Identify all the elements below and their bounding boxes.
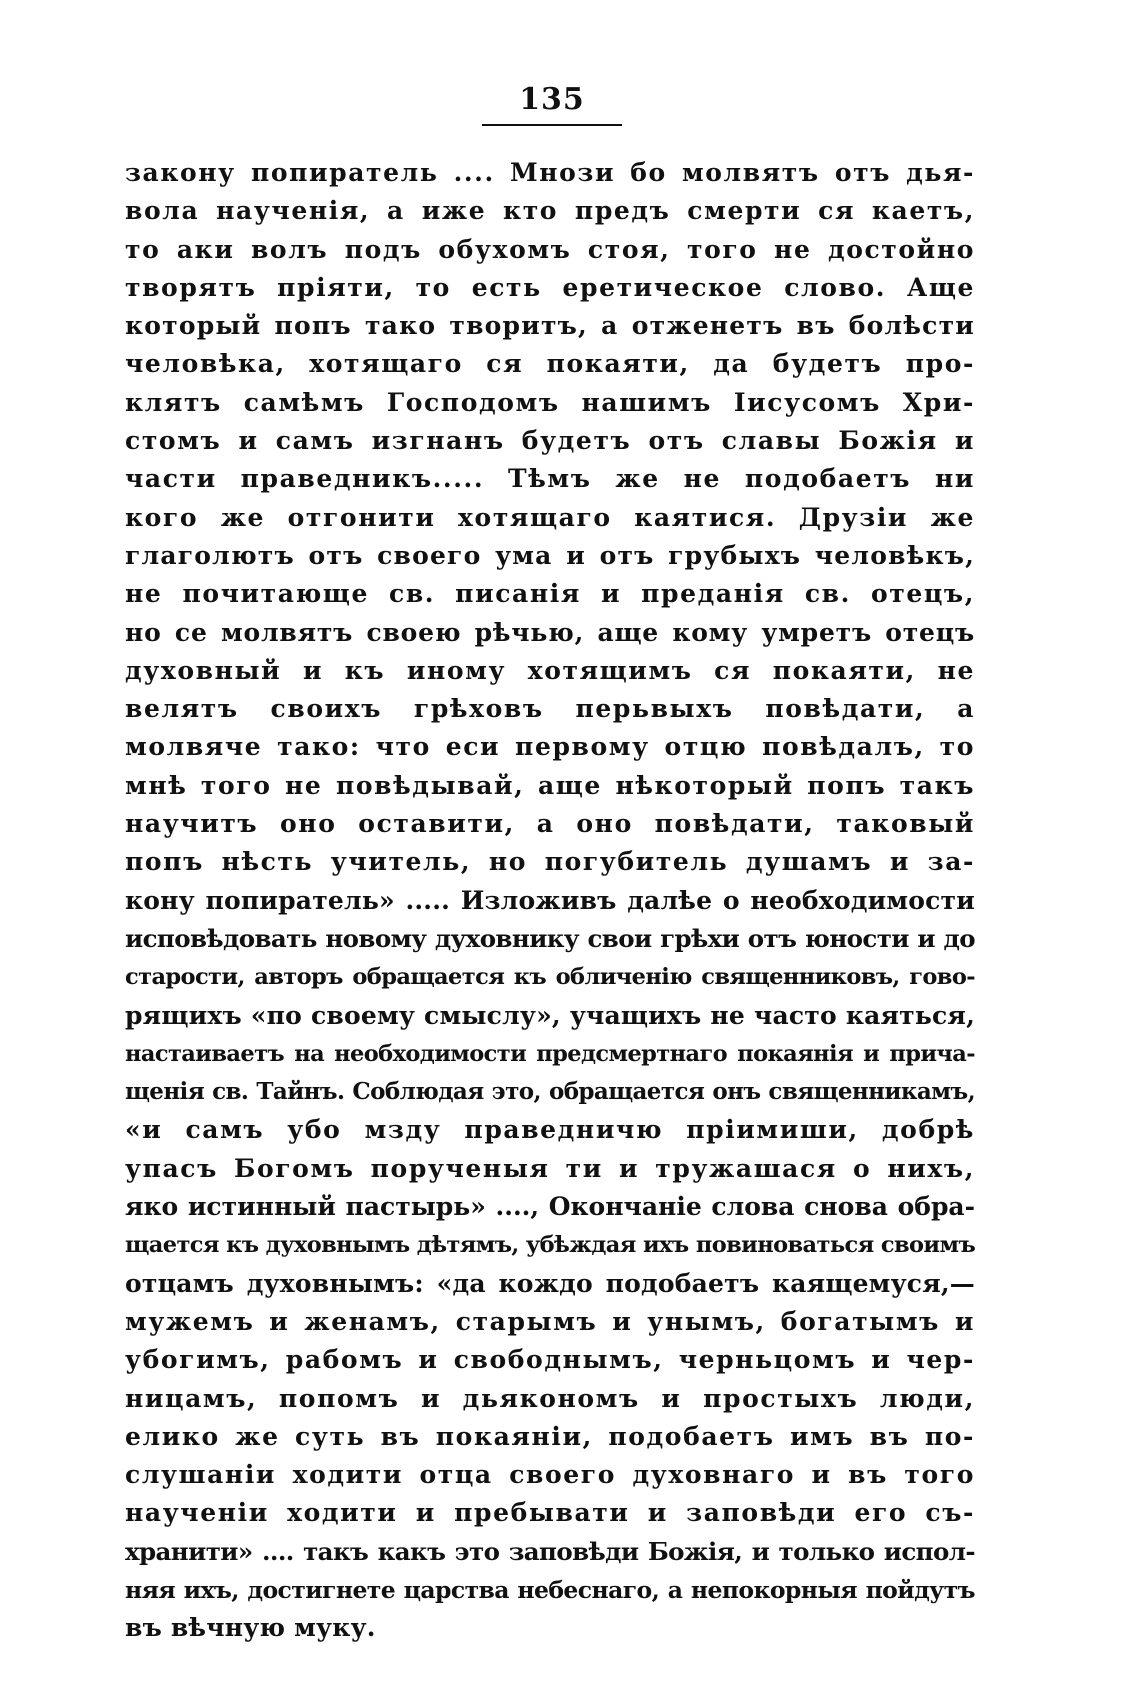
text-line: не почитающе св. писанія и преданія св. отецъ, <box>125 579 975 609</box>
text-line: щенія св. Тайнъ. Соблюдая это, обращается онъ священникамъ, <box>125 1078 975 1106</box>
text-line: убогимъ, рабомъ и свободнымъ, черньцомъ и чер- <box>125 1345 975 1375</box>
text-line: духовный и къ иному хотящимъ ся покаяти, не <box>125 655 975 685</box>
text-line: клятъ самѣмъ Господомъ нашимъ Іисусомъ Хри- <box>125 387 975 417</box>
text-line: который попъ тако творитъ, а отженетъ въ болѣсти <box>125 311 975 341</box>
body-text <box>125 154 975 1648</box>
text-line: творятъ пріяти, то есть еретическое слово. Аще <box>125 272 975 302</box>
text-line: велятъ своихъ грѣховъ перьвыхъ повѣдати, а <box>125 694 975 724</box>
text-line: няя ихъ, достигнете царства небеснаго, а непокорныя пойдутъ <box>125 1575 975 1604</box>
text-line: щается къ духовнымъ дѣтямъ, убѣждая ихъ повиноваться своимъ <box>125 1232 975 1259</box>
text-line: кого же отгонити хотящаго каятися. Друзіи же <box>125 502 975 532</box>
text-line: ницамъ, попомъ и дьякономъ и простыхъ люди, <box>125 1383 975 1413</box>
text-line: хранити» .... такъ какъ это заповѣди Божія, и только испол- <box>125 1536 975 1566</box>
text-line: вола наученія, а иже кто предъ смерти ся каетъ, <box>125 196 975 226</box>
text-line: слушаніи ходити отца своего духовнаго и въ того <box>125 1460 975 1490</box>
text-line: «и самъ убо мзду праведничю пріимиши, добрѣ <box>125 1115 975 1145</box>
text-line: въ вѣчную муку. <box>125 1613 376 1643</box>
text-line: глаголютъ отъ своего ума и отъ грубыхъ человѣкъ, <box>125 540 975 570</box>
text-line: части праведникъ..... Тѣмъ же не подобаетъ ни <box>125 464 975 494</box>
text-line: мнѣ того не повѣдывай, аще нѣкоторый попъ такъ <box>125 770 975 800</box>
text-line: яко истинный пастырь» ...., Окончаніе слова снова обра- <box>125 1192 975 1222</box>
text-line: рящихъ «по своему смыслу», учащихъ не часто каяться, <box>125 1000 975 1030</box>
page-number: 135 <box>519 82 585 117</box>
text-line: но се молвятъ своею рѣчью, аще кому умретъ отецъ <box>125 617 975 647</box>
text-line: то аки волъ подъ обухомъ стоя, того не достойно <box>125 234 975 264</box>
text-line: закону попиратель .... Мнози бо молвятъ отъ дья- <box>125 158 975 187</box>
text-line: старости, авторъ обращается къ обличенію священниковъ, гово- <box>125 964 975 991</box>
text-line: молвяче тако: что еси первому отцю повѣдалъ, то <box>125 732 975 762</box>
page-number-underline <box>482 124 622 126</box>
text-line: мужемъ и женамъ, старымъ и унымъ, богатымъ и <box>125 1306 975 1336</box>
text-line: человѣка, хотящаго ся покаяти, да будетъ про- <box>125 349 975 379</box>
text-line: елико же суть въ покаяніи, подобаетъ имъ въ по- <box>125 1421 975 1451</box>
text-line: попъ нѣсть учитель, но погубитель душамъ и за- <box>125 847 975 877</box>
text-line: отцамъ духовнымъ: «да кождо подобаетъ каящемуся,— <box>125 1268 975 1298</box>
text-line: стомъ и самъ изгнанъ будетъ отъ славы Божія и <box>125 426 975 456</box>
text-line: настаиваетъ на необходимости предсмертнаго покаянія и прича- <box>125 1040 975 1067</box>
text-line: кону попиратель» ..... Изложивъ далѣе о необходимости <box>125 885 975 915</box>
text-line: научитъ оно оставити, а оно повѣдати, таковый <box>125 809 975 839</box>
text-line: наученіи ходити и пребывати и заповѣди его съ- <box>125 1498 975 1528</box>
text-line: исповѣдовать новому духовнику свои грѣхи отъ юности и до <box>125 923 975 953</box>
text-line: упасъ Богомъ порученыя ти и тружашася о нихъ, <box>125 1153 975 1183</box>
